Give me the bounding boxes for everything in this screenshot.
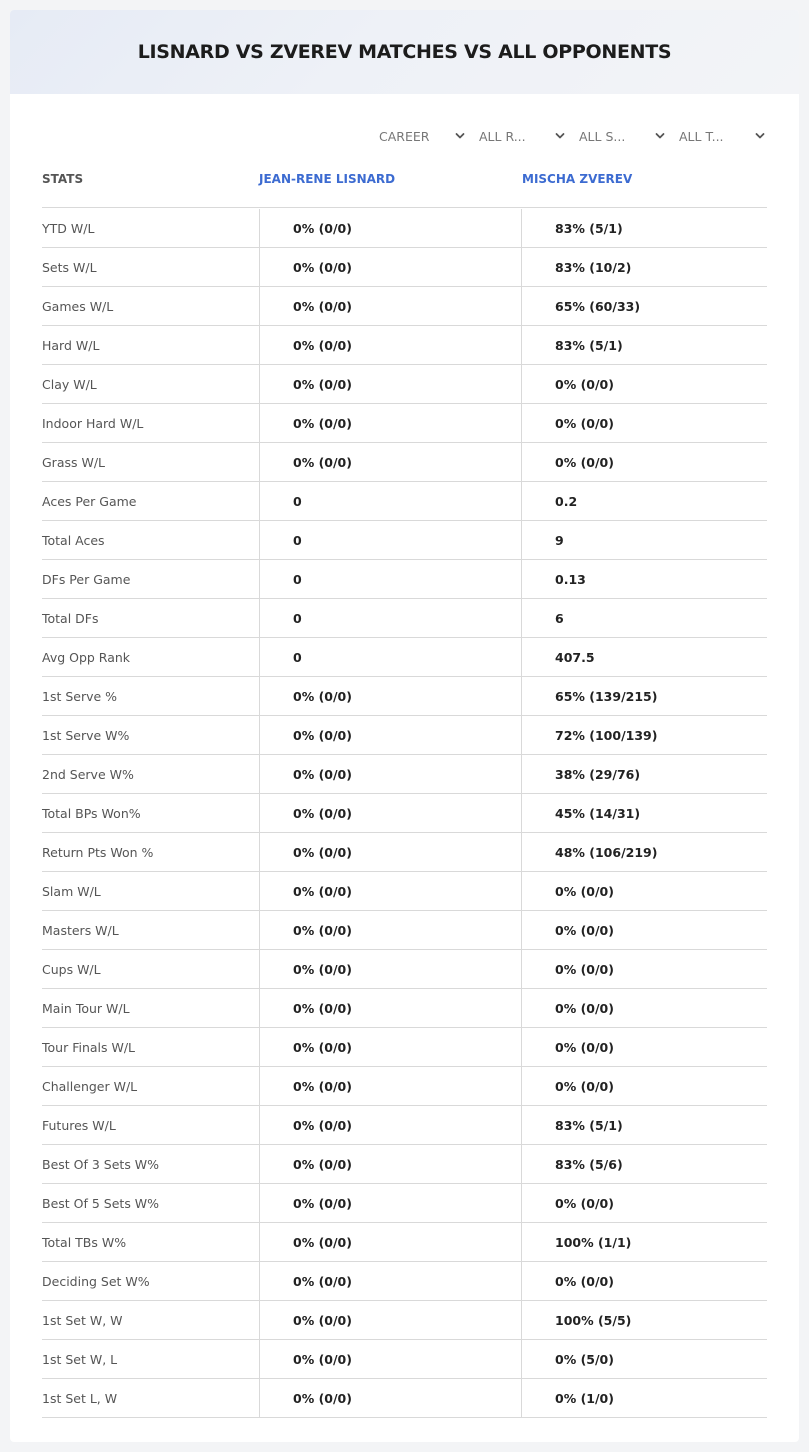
- stat-label: Return Pts Won %: [42, 844, 154, 860]
- player1-value: 0% (0/0): [259, 1106, 522, 1144]
- player2-value: 0% (5/0): [521, 1340, 767, 1378]
- filter-period-label: CAREER: [379, 128, 430, 144]
- table-row: [42, 560, 767, 599]
- table-row: [42, 1145, 767, 1184]
- card-header: [10, 10, 799, 94]
- player2-value: 100% (1/1): [521, 1223, 767, 1261]
- table-row: [42, 911, 767, 950]
- stat-label: Tour Finals W/L: [42, 1039, 136, 1055]
- stat-label: 1st Serve W%: [42, 727, 130, 743]
- stat-label: Indoor Hard W/L: [42, 415, 144, 431]
- player1-value: 0% (0/0): [259, 365, 522, 403]
- table-row: [42, 287, 767, 326]
- table-row: [42, 1067, 767, 1106]
- player1-value: 0% (0/0): [259, 248, 522, 286]
- filter-tournament-dropdown[interactable]: [667, 124, 767, 148]
- filter-tournament-label: ALL T...: [679, 128, 724, 144]
- stat-label: Cups W/L: [42, 961, 101, 977]
- player1-value: 0: [259, 599, 522, 637]
- stat-label: Deciding Set W%: [42, 1273, 150, 1289]
- player2-value: 65% (60/33): [521, 287, 767, 325]
- page-title: LISNARD VS ZVEREV MATCHES VS ALL OPPONENTS: [137, 41, 672, 63]
- filter-bar: [367, 124, 767, 148]
- table-row: [42, 1184, 767, 1223]
- player1-value: 0% (0/0): [259, 404, 522, 442]
- table-row: [42, 716, 767, 755]
- player1-value: 0% (0/0): [259, 1301, 522, 1339]
- table-row: [42, 404, 767, 443]
- player2-value: 0% (0/0): [521, 443, 767, 481]
- chevron-down-icon: [555, 131, 565, 141]
- filter-surface-dropdown[interactable]: [567, 124, 667, 148]
- player2-value: 0% (0/0): [521, 989, 767, 1027]
- table-row: [42, 521, 767, 560]
- table-row: [42, 1106, 767, 1145]
- player2-value: 72% (100/139): [521, 716, 767, 754]
- table-row: [42, 1301, 767, 1340]
- stat-label: Total BPs Won%: [42, 805, 141, 821]
- stat-label: Total DFs: [42, 610, 99, 626]
- player2-value: 83% (5/1): [521, 326, 767, 364]
- player1-value: 0% (0/0): [259, 326, 522, 364]
- player1-value: 0% (0/0): [259, 911, 522, 949]
- player1-value: 0% (0/0): [259, 1067, 522, 1105]
- stat-label: 1st Set W, L: [42, 1351, 118, 1367]
- table-row: [42, 833, 767, 872]
- player2-value: 407.5: [521, 638, 767, 676]
- table-row: [42, 599, 767, 638]
- table-row: [42, 365, 767, 404]
- table-row: [42, 677, 767, 716]
- player2-value: 0% (0/0): [521, 404, 767, 442]
- table-row: [42, 638, 767, 677]
- chevron-down-icon: [455, 131, 465, 141]
- table-row: [42, 1223, 767, 1262]
- player1-value: 0% (0/0): [259, 1379, 522, 1417]
- player2-value: 38% (29/76): [521, 755, 767, 793]
- player1-value: 0% (0/0): [259, 1223, 522, 1261]
- comparison-card: [10, 10, 799, 1442]
- table-row: [42, 482, 767, 521]
- stat-label: Challenger W/L: [42, 1078, 138, 1094]
- stat-label: Aces Per Game: [42, 493, 137, 509]
- player2-value: 83% (5/1): [521, 1106, 767, 1144]
- player1-value: 0% (0/0): [259, 716, 522, 754]
- stat-label: 1st Set W, W: [42, 1312, 123, 1328]
- player2-value: 100% (5/5): [521, 1301, 767, 1339]
- player1-value: 0% (0/0): [259, 872, 522, 910]
- player2-value: 0.13: [521, 560, 767, 598]
- player2-value: 0% (0/0): [521, 1028, 767, 1066]
- player2-value: 45% (14/31): [521, 794, 767, 832]
- table-row: [42, 443, 767, 482]
- table-row: [42, 794, 767, 833]
- player1-value: 0: [259, 638, 522, 676]
- filter-round-label: ALL R...: [479, 128, 526, 144]
- stat-label: Masters W/L: [42, 922, 119, 938]
- player1-value: 0% (0/0): [259, 209, 522, 247]
- player2-value: 48% (106/219): [521, 833, 767, 871]
- player2-value: 0% (0/0): [521, 1067, 767, 1105]
- table-row: [42, 1262, 767, 1301]
- player1-value: 0: [259, 560, 522, 598]
- stats-table-body: [42, 209, 767, 1418]
- player2-value: 0% (0/0): [521, 911, 767, 949]
- stat-label: DFs Per Game: [42, 571, 131, 587]
- stat-label: Best Of 5 Sets W%: [42, 1195, 160, 1211]
- stat-label: Futures W/L: [42, 1117, 116, 1133]
- stat-label: Sets W/L: [42, 259, 97, 275]
- table-row: [42, 1379, 767, 1418]
- stat-label: Best Of 3 Sets W%: [42, 1156, 160, 1172]
- table-row: [42, 950, 767, 989]
- player1-value: 0% (0/0): [259, 755, 522, 793]
- stat-label: Hard W/L: [42, 337, 100, 353]
- player2-value: 0.2: [521, 482, 767, 520]
- column-header-stats: STATS: [42, 172, 84, 186]
- player2-value: 65% (139/215): [521, 677, 767, 715]
- table-row: [42, 248, 767, 287]
- table-row: [42, 755, 767, 794]
- table-row: [42, 326, 767, 365]
- player1-value: 0% (0/0): [259, 950, 522, 988]
- stats-table-header: [42, 170, 767, 208]
- player1-value: 0% (0/0): [259, 1262, 522, 1300]
- stat-label: 2nd Serve W%: [42, 766, 134, 782]
- player2-value: 83% (5/6): [521, 1145, 767, 1183]
- column-header-player2-link[interactable]: MISCHA ZVEREV: [522, 172, 633, 186]
- stat-label: YTD W/L: [42, 220, 95, 236]
- filter-surface-label: ALL S...: [579, 128, 626, 144]
- table-row: [42, 872, 767, 911]
- player2-value: 0% (0/0): [521, 365, 767, 403]
- table-row: [42, 209, 767, 248]
- table-row: [42, 1340, 767, 1379]
- player2-value: 0% (0/0): [521, 872, 767, 910]
- player1-value: 0% (0/0): [259, 677, 522, 715]
- stat-label: 1st Set L, W: [42, 1390, 118, 1406]
- stat-label: Total TBs W%: [42, 1234, 127, 1250]
- player1-value: 0% (0/0): [259, 287, 522, 325]
- stat-label: Avg Opp Rank: [42, 649, 131, 665]
- stat-label: Grass W/L: [42, 454, 106, 470]
- player1-value: 0: [259, 482, 522, 520]
- stat-label: Slam W/L: [42, 883, 101, 899]
- player1-value: 0% (0/0): [259, 1184, 522, 1222]
- chevron-down-icon: [655, 131, 665, 141]
- player2-value: 9: [521, 521, 767, 559]
- table-row: [42, 989, 767, 1028]
- filter-round-dropdown[interactable]: [467, 124, 567, 148]
- player2-value: 0% (0/0): [521, 1184, 767, 1222]
- filter-period-dropdown[interactable]: [367, 124, 467, 148]
- player2-value: 6: [521, 599, 767, 637]
- column-header-player1-link[interactable]: JEAN-RENE LISNARD: [259, 172, 396, 186]
- stat-label: Total Aces: [42, 532, 105, 548]
- player1-value: 0% (0/0): [259, 1028, 522, 1066]
- chevron-down-icon: [755, 131, 765, 141]
- stat-label: Games W/L: [42, 298, 114, 314]
- player2-value: 83% (5/1): [521, 209, 767, 247]
- player1-value: 0% (0/0): [259, 794, 522, 832]
- stat-label: 1st Serve %: [42, 688, 118, 704]
- player1-value: 0% (0/0): [259, 1145, 522, 1183]
- player2-value: 0% (0/0): [521, 1262, 767, 1300]
- table-row: [42, 1028, 767, 1067]
- player1-value: 0: [259, 521, 522, 559]
- player1-value: 0% (0/0): [259, 1340, 522, 1378]
- stat-label: Main Tour W/L: [42, 1000, 130, 1016]
- player1-value: 0% (0/0): [259, 833, 522, 871]
- player2-value: 83% (10/2): [521, 248, 767, 286]
- player2-value: 0% (1/0): [521, 1379, 767, 1417]
- stat-label: Clay W/L: [42, 376, 97, 392]
- player2-value: 0% (0/0): [521, 950, 767, 988]
- player1-value: 0% (0/0): [259, 989, 522, 1027]
- player1-value: 0% (0/0): [259, 443, 522, 481]
